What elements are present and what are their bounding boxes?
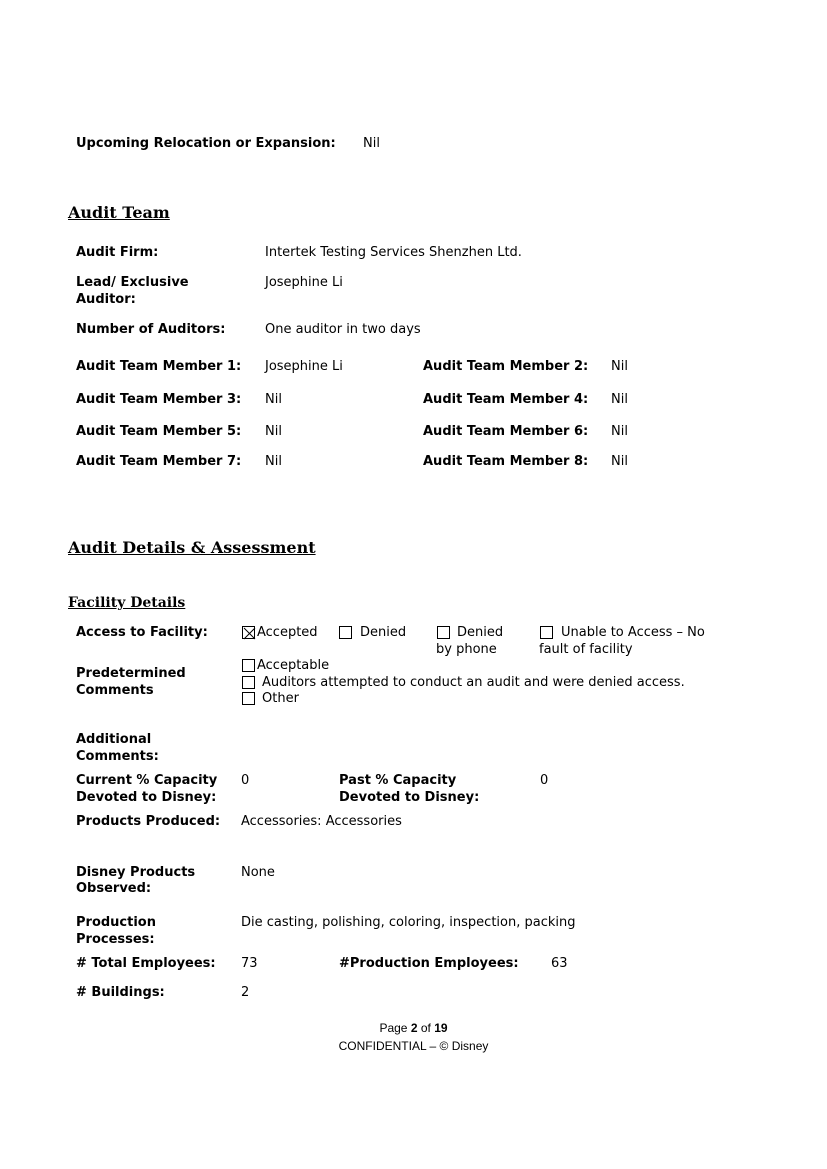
denied-by-phone-label-line1: Denied (457, 625, 504, 640)
member-3-value: Nil (265, 392, 282, 407)
lead-auditor-value: Josephine Li (265, 275, 343, 290)
disney-products-label-line2: Observed: (76, 881, 152, 896)
audit-details-heading: Audit Details & Assessment (68, 538, 316, 557)
lead-auditor-label-line2: Auditor: (76, 292, 136, 307)
facility-details-heading: Facility Details (68, 595, 186, 611)
access-to-facility-label: Access to Facility: (76, 625, 208, 640)
member-6-value: Nil (611, 424, 628, 439)
number-of-auditors-label: Number of Auditors: (76, 322, 226, 337)
audit-team-heading: Audit Team (68, 203, 170, 222)
additional-comments-label-line2: Comments: (76, 749, 159, 764)
number-of-auditors-value: One auditor in two days (265, 322, 421, 337)
accepted-option-label: Accepted (257, 625, 318, 640)
member-7-value: Nil (265, 454, 282, 469)
production-employees-label: #Production Employees: (339, 956, 519, 971)
page-number (0, 1019, 827, 1037)
audit-firm-value: Intertek Testing Services Shenzhen Ltd. (265, 245, 522, 260)
member-3-label: Audit Team Member 3: (76, 392, 242, 407)
production-processes-label-line2: Processes: (76, 932, 155, 947)
denied-access-comment-checkbox[interactable] (242, 676, 255, 689)
member-4-value: Nil (611, 392, 628, 407)
member-4-label: Audit Team Member 4: (423, 392, 589, 407)
relocation-label: Upcoming Relocation or Expansion: (76, 136, 336, 151)
page-of: of (420, 1021, 431, 1035)
accepted-checkbox[interactable] (242, 626, 255, 639)
acceptable-option-label: Acceptable (257, 658, 330, 673)
past-capacity-value: 0 (540, 773, 549, 788)
disney-products-label-line1: Disney Products (76, 865, 196, 880)
unable-to-access-label-line2: fault of facility (539, 642, 633, 657)
past-capacity-label-line2: Devoted to Disney: (339, 790, 480, 805)
member-1-label: Audit Team Member 1: (76, 359, 242, 374)
member-5-label: Audit Team Member 5: (76, 424, 242, 439)
past-capacity-label-line1: Past % Capacity (339, 773, 457, 788)
buildings-label: # Buildings: (76, 985, 165, 1000)
acceptable-checkbox[interactable] (242, 659, 255, 672)
member-8-value: Nil (611, 454, 628, 469)
relocation-value: Nil (363, 136, 380, 151)
current-capacity-label-line2: Devoted to Disney: (76, 790, 217, 805)
products-produced-label: Products Produced: (76, 814, 221, 829)
member-2-value: Nil (611, 359, 628, 374)
predetermined-comments-label-line1: Predetermined (76, 666, 186, 681)
additional-comments-label-line1: Additional (76, 732, 152, 747)
denied-checkbox[interactable] (339, 626, 352, 639)
lead-auditor-label-line1: Lead/ Exclusive (76, 275, 189, 290)
production-processes-label-line1: Production (76, 915, 156, 930)
member-6-label: Audit Team Member 6: (423, 424, 589, 439)
denied-by-phone-checkbox[interactable] (437, 626, 450, 639)
member-5-value: Nil (265, 424, 282, 439)
unable-to-access-label-line1: Unable to Access – No (561, 625, 705, 640)
confidential-notice: CONFIDENTIAL – © Disney (338, 1039, 489, 1053)
current-capacity-label-line1: Current % Capacity (76, 773, 218, 788)
member-8-label: Audit Team Member 8: (423, 454, 589, 469)
disney-products-value: None (241, 865, 275, 880)
predetermined-comments-label-line2: Comments (76, 683, 154, 698)
buildings-value: 2 (241, 985, 250, 1000)
checked-x-icon (243, 627, 256, 640)
audit-firm-label: Audit Firm: (76, 245, 159, 260)
page-total: 19 (434, 1021, 448, 1035)
other-checkbox[interactable] (242, 692, 255, 705)
total-employees-label: # Total Employees: (76, 956, 216, 971)
denied-by-phone-label-line2: by phone (436, 642, 497, 657)
total-employees-value: 73 (241, 956, 258, 971)
current-capacity-value: 0 (241, 773, 250, 788)
production-processes-value: Die casting, polishing, coloring, inspection, packing (241, 915, 576, 930)
page-word: Page (379, 1021, 408, 1035)
products-produced-value: Accessories: Accessories (241, 814, 402, 829)
unable-to-access-checkbox[interactable] (540, 626, 553, 639)
denied-access-comment-label: Auditors attempted to conduct an audit and were denied access. (262, 675, 685, 690)
member-1-value: Josephine Li (265, 359, 343, 374)
production-employees-value: 63 (551, 956, 568, 971)
denied-option-label: Denied (360, 625, 407, 640)
page-current: 2 (410, 1021, 418, 1035)
member-7-label: Audit Team Member 7: (76, 454, 242, 469)
other-option-label: Other (262, 691, 299, 706)
member-2-label: Audit Team Member 2: (423, 359, 589, 374)
